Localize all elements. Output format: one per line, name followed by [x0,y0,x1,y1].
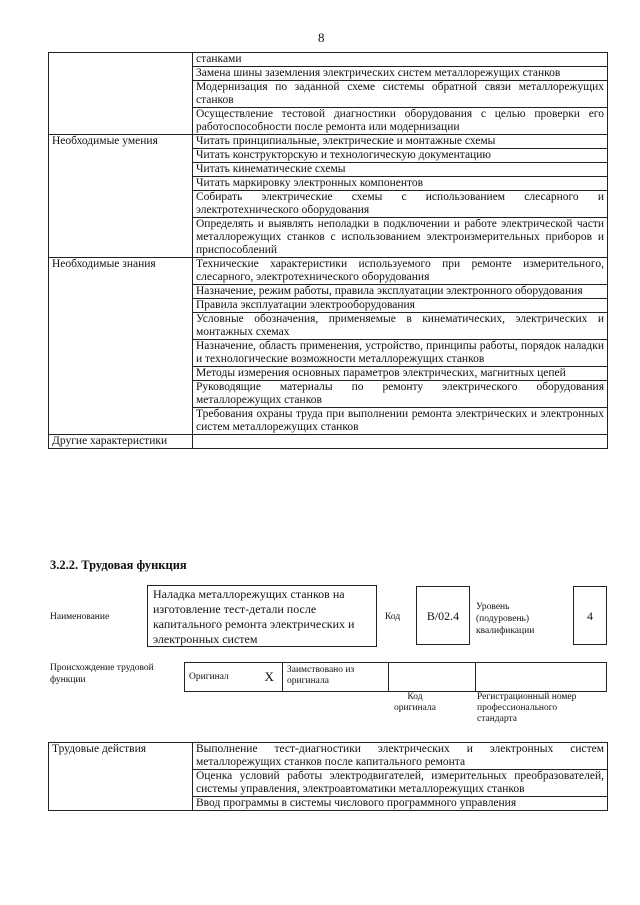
section-heading: 3.2.2. Трудовая функция [50,558,187,572]
row-content: станками [193,53,608,67]
row-content: Читать конструкторскую и технологическую документацию [193,149,608,163]
row-header [49,163,193,177]
row-content: Осуществление тестовой диагностики оборудования с целью проверки его работоспособности после ремонта или модернизации [193,108,608,135]
caption-line: профессионального [477,703,558,713]
level-label-line: квалификации [476,626,535,636]
row-header: Необходимые знания [49,258,193,285]
table-row [49,67,608,81]
row-content: Замена шины заземления электрических систем металлорежущих станков [193,67,608,81]
row-header [49,381,193,408]
table-row [49,108,608,135]
name-label: Наименование [50,612,110,622]
row-header [49,285,193,299]
row-content: Собирать электрические схемы с использованием слесарного и электротехнического оборудования [193,191,608,218]
original-code-caption [394,692,436,714]
table-row [49,367,608,381]
row-header [49,299,193,313]
row-header [49,191,193,218]
table-row [49,408,608,435]
table-row [49,81,608,108]
row-content: Руководящие материалы по ремонту электрического оборудования металлорежущих станков [193,381,608,408]
row-content: Выполнение тест-диагностики электрических и электронных систем металлорежущих станков после капитального ремонта [193,743,608,770]
registration-number-caption [477,692,576,725]
row-header [49,313,193,340]
original-label: Оригинал [185,663,257,692]
borrowed-label [283,663,389,692]
row-header [49,770,193,797]
row-content: Модернизация по заданной схеме системы обратной связи металлорежущих станков [193,81,608,108]
original-code-cell [389,663,476,692]
function-name-box: Наладка металлорежущих станков на изготовление тест-детали после капитального ремонта электрических и электронных систем [147,585,377,647]
table-row [49,285,608,299]
labor-actions-table [48,742,608,811]
origin-label [50,662,154,686]
row-header [49,53,193,67]
row-content: Читать маркировку электронных компонентов [193,177,608,191]
table-row [49,53,608,67]
table-row [49,340,608,367]
page-number: 8 [318,30,325,45]
table-row [49,770,608,797]
row-content: Назначение, режим работы, правила эксплуатации электронного оборудования [193,285,608,299]
row-header [49,67,193,81]
caption-line: Регистрационный номер [477,692,577,702]
row-content [193,435,608,449]
table-row [49,149,608,163]
caption-line: Код [407,692,423,702]
row-header [49,797,193,811]
table-row [49,177,608,191]
row-content: Читать кинематические схемы [193,163,608,177]
table-row [49,381,608,408]
table-row [49,299,608,313]
level-label-line: (подуровень) [476,614,530,624]
row-content: Назначение, область применения, устройство, принципы работы, порядок наладки и технологические возможности металлорежущих станков [193,340,608,367]
row-header [49,218,193,258]
row-content: Технические характеристики используемого при ремонте измерительного, слесарного, электротехнического оборудования [193,258,608,285]
row-header [49,408,193,435]
row-content: Ввод программы в системы числового программного управления [193,797,608,811]
table-row [49,258,608,285]
registration-number-cell [476,663,607,692]
origin-label-line: функции [50,675,86,685]
table-row [49,163,608,177]
table-row [49,313,608,340]
table-row [49,797,608,811]
table-row [49,435,608,449]
function-code-box: B/02.4 [416,586,470,645]
table-row [49,191,608,218]
row-header [49,177,193,191]
row-header [49,340,193,367]
table-row [49,135,608,149]
origin-table [184,662,607,692]
row-header [49,149,193,163]
row-content: Правила эксплуатации электрооборудования [193,299,608,313]
row-content: Определять и выявлять неполадки в подключении и работе электрической части металлорежущих станков с использованием электроизмерительных приборов и приспособлений [193,218,608,258]
row-header: Трудовые действия [49,743,193,770]
row-header [49,367,193,381]
row-header [49,81,193,108]
row-content: Читать принципиальные, электрические и монтажные схемы [193,135,608,149]
origin-label-line: Происхождение трудовой [50,663,154,673]
level-label [476,601,534,637]
level-label-line: Уровень [476,602,510,612]
row-header [49,108,193,135]
row-header: Необходимые умения [49,135,193,149]
row-header: Другие характеристики [49,435,193,449]
row-content: Методы измерения основных параметров электрических, магнитных цепей [193,367,608,381]
row-content: Требования охраны труда при выполнении ремонта электрических и электронных систем металлорежущих станков [193,408,608,435]
code-label: Код [385,612,401,622]
original-mark: X [257,663,283,692]
borrowed-label-line: Заимствовано из [287,665,355,675]
caption-line: оригинала [394,703,436,713]
row-content: Оценка условий работы электродвигателей, измерительных преобразователей, системы управления, электроавтоматики металлорежущих станков [193,770,608,797]
table-row [49,218,608,258]
row-content: Условные обозначения, применяемые в кинематических, электрических и монтажных схемах [193,313,608,340]
caption-line: стандарта [477,714,517,724]
table-row [49,743,608,770]
qualification-level-box: 4 [573,586,607,645]
table-row [185,663,607,692]
skills-knowledge-table [48,52,608,449]
borrowed-label-line: оригинала [287,676,329,686]
